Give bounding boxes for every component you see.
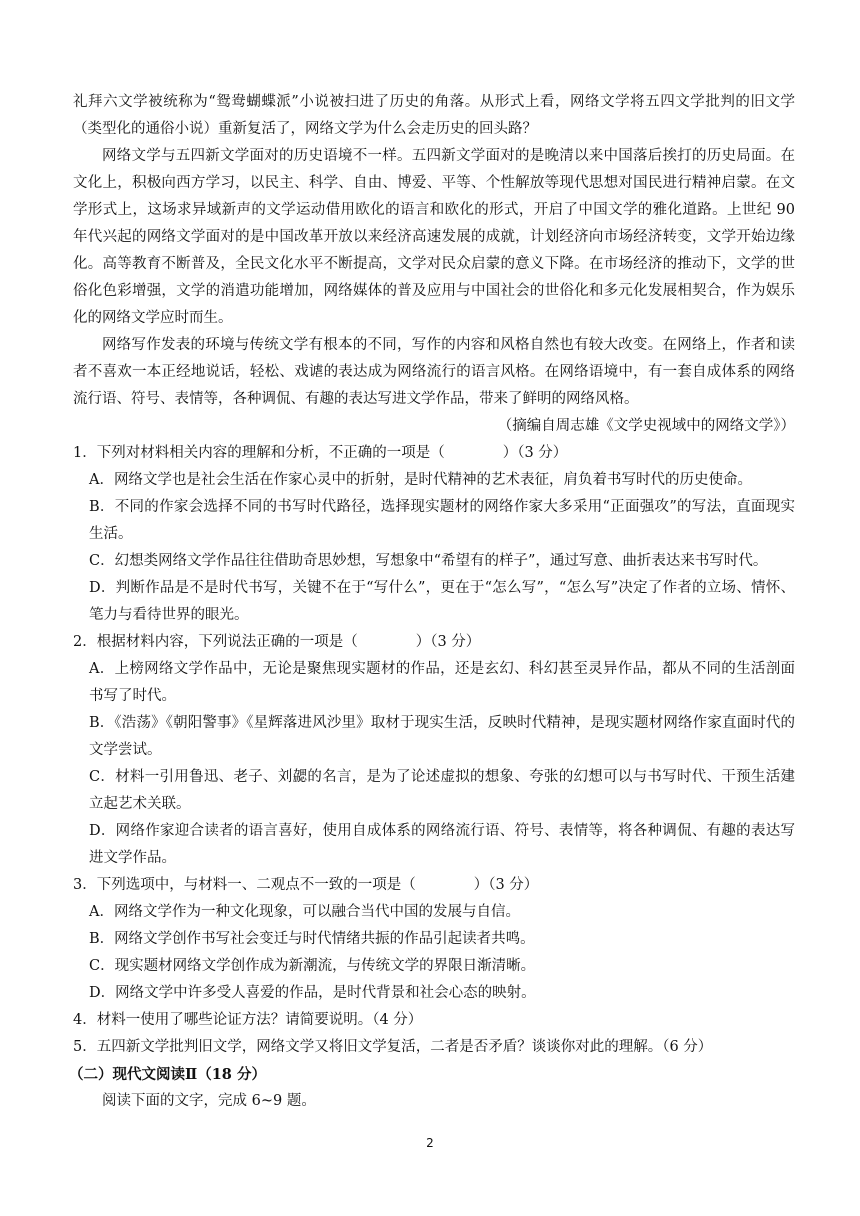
page-content: [69, 89, 795, 1115]
option-a: A．网络文学作为一种文化现象，可以融合当代中国的发展与自信。: [89, 904, 520, 920]
passage-paragraph: 礼拜六文学被统称为“鸳鸯蝴蝶派”小说被扫进了历史的角落。从形式上看，网络文学将五四文学批判的旧文学（类型化的通俗小说）重新复活了，网络文学为什么会走历史的回头路？: [73, 94, 795, 137]
option-b: B．不同的作家会选择不同的书写时代路径，选择现实题材的网络作家大多采用“正面强攻”的写法，直面现实生活。: [89, 499, 795, 542]
option-b: B．《浩荡》《朝阳警事》《星辉落进风沙里》取材于现实生活，反映时代精神，是现实题材网络作家直面时代的文学尝试。: [89, 715, 795, 758]
section-instruction: 阅读下面的文字，完成 6~9 题。: [102, 1093, 316, 1109]
question-1: [73, 440, 795, 629]
option-d: D．网络文学中许多受人喜爱的作品，是时代背景和社会心态的映射。: [89, 985, 536, 1001]
question-2: [73, 629, 795, 872]
option-d: D．判断作品是不是时代书写，关键不在于“写什么”，更在于“怎么写”，“怎么写”决定了作者的立场、情怀、笔力与看待世界的眼光。: [89, 580, 795, 623]
option-c: C．材料一引用鲁迅、老子、刘勰的名言，是为了论述虚拟的想象、夸张的幻想可以与书写时代、干预生活建立起艺术关联。: [89, 769, 795, 812]
question-stem: 2．根据材料内容，下列说法正确的一项是（ ）（3 分）: [73, 634, 481, 650]
page-number: 2: [426, 1136, 434, 1150]
option-d: D．网络作家迎合读者的语言喜好，使用自成体系的网络流行语、符号、表情等，将各种调侃、有趣的表达写进文学作品。: [89, 823, 795, 866]
question-5: 5．五四新文学批判旧文学，网络文学又将旧文学复活，二者是否矛盾？谈谈你对此的理解。（6 分）: [73, 1039, 713, 1055]
question-4: 4．材料一使用了哪些论证方法？请简要说明。（4 分）: [73, 1012, 423, 1028]
option-c: C．幻想类网络文学作品往往借助奇思妙想，写想象中“希望有的样子”，通过写意、曲折表达来书写时代。: [89, 553, 768, 569]
option-a: A．网络文学也是社会生活在作家心灵中的折射，是时代精神的艺术表征，肩负着书写时代的历史使命。: [89, 472, 752, 488]
question-stem: 3．下列选项中，与材料一、二观点不一致的一项是（ ）（3 分）: [73, 877, 539, 893]
passage-paragraph: 网络文学与五四新文学面对的历史语境不一样。五四新文学面对的是晚清以来中国落后挨打的历史局面。在文化上，积极向西方学习，以民主、科学、自由、博爱、平等、个性解放等现代思想对国民进行精神启蒙。在文学形式上，这场求异域新声的文学运动借用欧化的语言和欧化的形式，开启了中国文学的雅化道路。上世纪 90 年代兴起的网络文学面对的是中国改革开放以来经济高速发展的成就，计划经济向市场经济转变，文学开始边缘化。高等教育不断普及，全民文化水平不断提高，文学对民众启蒙的意义下降。在市场经济的推动下，文学的世俗化色彩增强，文学的消遣功能增加，网络媒体的普及应用与中国社会的世俗化和多元化发展相契合，作为娱乐化的网络文学应时而生。: [73, 148, 795, 326]
question-3: [73, 872, 795, 1007]
option-b: B．网络文学创作书写社会变迁与时代情绪共振的作品引起读者共鸣。: [89, 931, 535, 947]
option-c: C．现实题材网络文学创作成为新潮流，与传统文学的界限日渐清晰。: [89, 958, 536, 974]
option-a: A．上榜网络文学作品中，无论是聚焦现实题材的作品，还是玄幻、科幻甚至灵异作品，都从不同的生活剖面书写了时代。: [89, 661, 795, 704]
question-stem: 1．下列对材料相关内容的理解和分析，不正确的一项是（ ）（3 分）: [73, 445, 568, 461]
passage-source: （摘编自周志雄《文学史视域中的网络文学》）: [497, 418, 795, 434]
section-heading: （二）现代文阅读Ⅱ（18 分）: [69, 1066, 266, 1083]
passage-paragraph: 网络写作发表的环境与传统文学有根本的不同，写作的内容和风格自然也有较大改变。在网络上，作者和读者不喜欢一本正经地说话，轻松、戏谑的表达成为网络流行的语言风格。在网络语境中，有一套自成体系的网络流行语、符号、表情等，各种调侃、有趣的表达写进文学作品，带来了鲜明的网络风格。: [73, 337, 795, 407]
